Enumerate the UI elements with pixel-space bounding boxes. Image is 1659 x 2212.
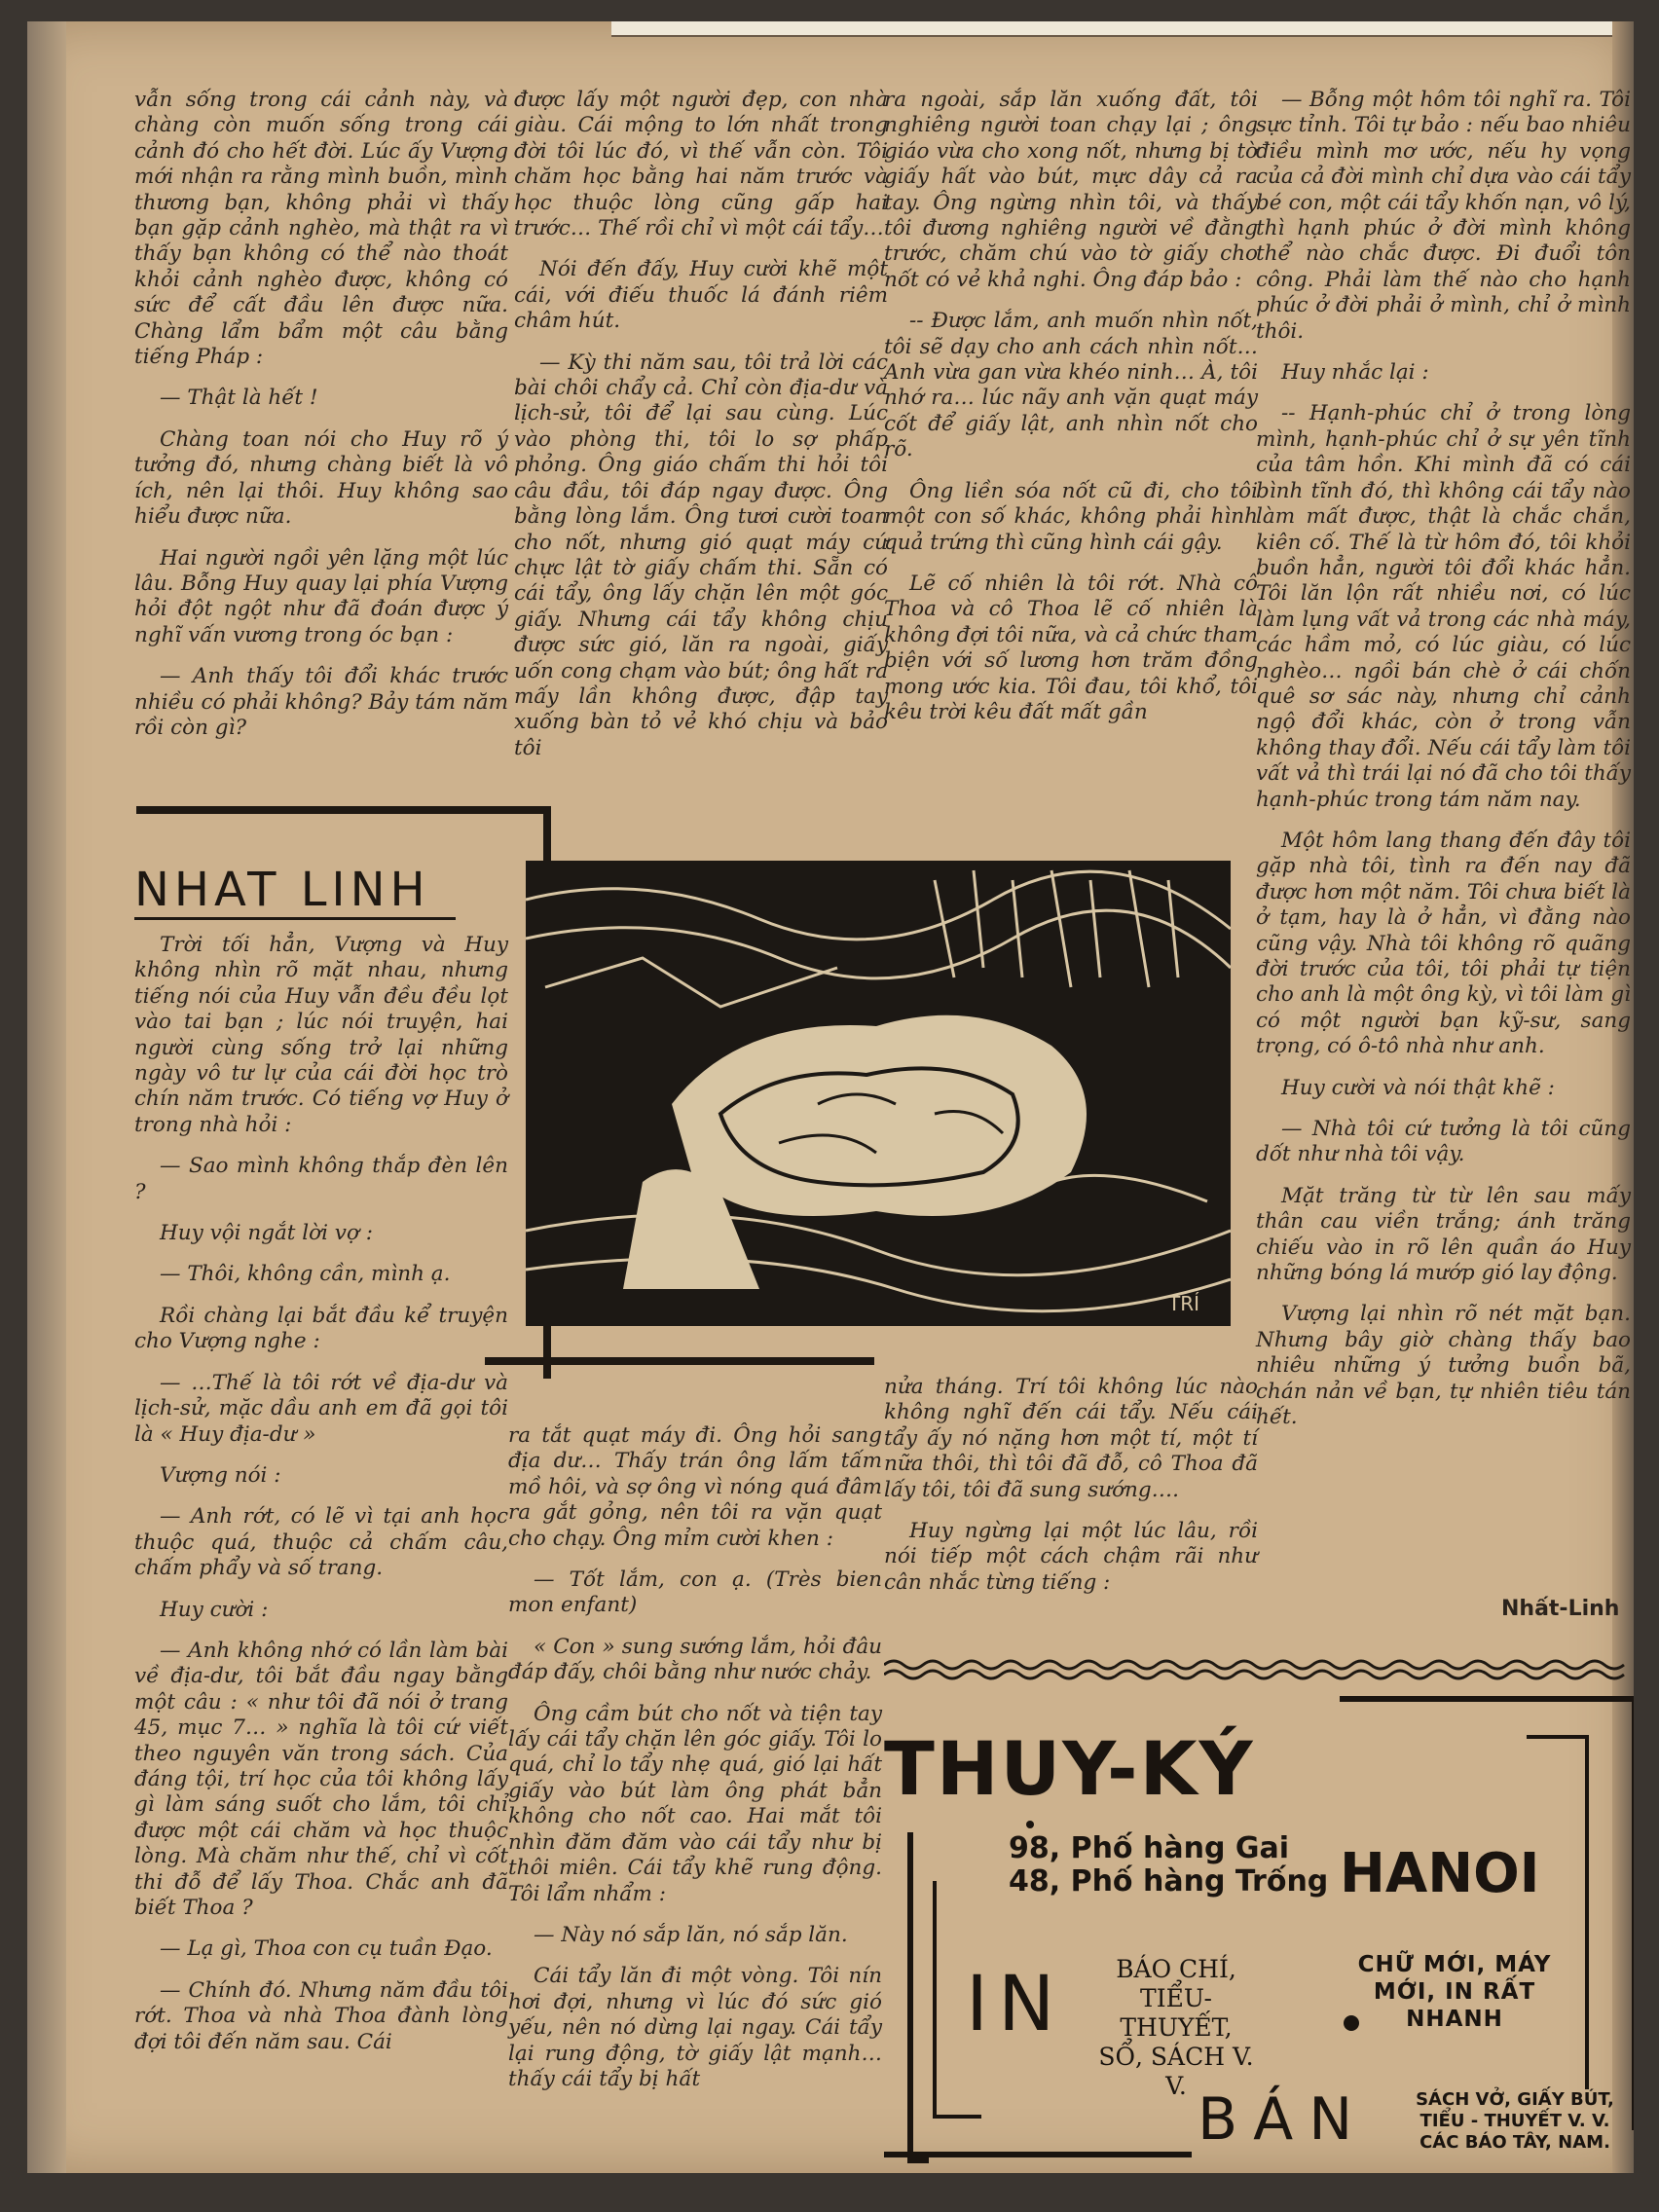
paragraph: ra tắt quạt máy đi. Ông hỏi sang địa dư… Thấy trán ông lấm tấm mồ hôi, và sợ ông vì nóng quá đâm ra gắt gỏng, nên tôi ra vặn quạt cho chạy. Ông mỉm cười khen : (508, 1423, 882, 1551)
ad-frame-bottom (884, 2152, 1192, 2157)
paragraph: — Sao mình không thắp đèn lên ? (134, 1154, 508, 1204)
paragraph: — Tốt lắm, con ạ. (Très bien mon enfant) (508, 1567, 882, 1618)
ad-claim-line: CHỮ MỚI, MÁY (1357, 1952, 1552, 1977)
ad-frame-inner-right (1527, 1735, 1589, 2089)
ad-sell-word: BÁN (1198, 2085, 1369, 2154)
column-2-top (514, 88, 888, 777)
paragraph: — Chính đó. Nhưng năm đầu tôi rớt. Thoa và nhà Thoa đành lòng đợi tôi đến năm sau. Cái (134, 1977, 508, 2054)
wavy-divider (884, 1653, 1634, 1682)
paragraph: — Kỳ thi năm sau, tôi trả lời các bài chôi chẩy cả. Chỉ còn địa-dư và lịch-sử, tôi để lại sau cùng. Lúc vào phòng thi, tôi lo sợ phấp phỏng. Ông giáo chấm thi hỏi tôi câu đầu, tôi đáp ngay được. Ông bằng lòng lắm. Ông tươi cười toan cho nốt, nhưng gió quạt máy cứ chực lật tờ giấy chấm thi. Sẵn có cái tẩy, ông lấy chặn lên một góc giấy. Nhưng cái tẩy không chịu được sức gió, lăn ra ngoài, giấy uốn cong chạm vào bút; ông hất ra mấy lần không được, đập tay xuống bàn tỏ vẻ khó chịu và bảo tôi (514, 350, 888, 760)
paragraph: -- Hạnh-phúc chỉ ở trong lòng mình, hạnh-phúc chỉ ở sự yên tĩnh của tâm hồn. Khi mình đã có cái bình tĩnh đó, thì không cái tẩy nào làm mất được, thật là chắc chắn, kiên cố. Thế là từ hôm đó, tôi khỏi buồn hẳn, người tôi đổi khác hẳn. Tôi lăn lộn rất nhiều nơi, có lúc làm lụng vất vả trong các nhà máy, các hầm mỏ, có lúc giàu, có lúc nghèo… ngồi bán chè ở cái chốn quê sơ sác này, nhưng chỉ cảnh ngộ đổi khác, còn ở trong vẫn không thay đổi. Nếu cái tẩy làm tôi vất vả thì trái lại nó đã cho tôi thấy hạnh-phúc trong tám năm nay. (1256, 401, 1631, 812)
ad-frame-left (907, 1832, 929, 2163)
paragraph: Ông cầm bút cho nốt và tiện tay lấy cái tẩy chặn lên góc giấy. Tôi lo quá, chỉ lo tẩy nhẹ quá, gió lại hất giấy vào bút làm ông phát bẳn không cho nốt cao. Hai mắt tôi nhìn đăm đăm vào cái tẩy như bị thôi miên. Cái tẩy khẽ rung động. Tôi lẩm nhẩm : (508, 1701, 882, 1906)
ad-address-line: 98, Phố hàng Gai (1009, 1831, 1290, 1865)
paragraph: — Anh không nhớ có lần làm bài về địa-dư, tôi bắt đầu ngay bằng một câu : « như tôi đã nói ở trang 45, mục 7… » nghĩa là tôi cứ viết theo nguyên văn trong sách. Của đáng tội, trí học của tôi không lấy gì làm sáng suốt cho lắm, tôi chỉ được một cái chăm và học thuộc lòng. Mà chăm như thế, chỉ vì cốt thi đỗ để lấy Thoa. Chắc anh đã biết Thoa ? (134, 1638, 508, 1920)
paragraph: — Thật là hết ! (160, 386, 318, 411)
paragraph: — Này nó sắp lăn, nó sắp lăn. (534, 1922, 848, 1947)
ad-print-item: TIỂU-THUYẾT, (1120, 1984, 1233, 2042)
ad-print-item: SỔ, SÁCH V. V. (1098, 2043, 1254, 2100)
paragraph: Nói đến đấy, Huy cười khẽ một cái, với điếu thuốc lá đánh riêm châm hút. (514, 257, 888, 334)
ad-address-line: 48, Phố hàng Trống (1009, 1864, 1329, 1899)
paragraph: Cái tẩy lăn đi một vòng. Tôi nín hơi đợi, nhưng vì lúc đó sức gió yếu, nên nó dừng lại ngay. Cái tẩy lại rung động, tờ giấy lật mạnh… thấy cái tẩy bị hất (508, 1964, 882, 2091)
paragraph: « Con » sung sướng lắm, hỏi đâu đáp đấy, chôi bằng như nước chảy. (508, 1634, 882, 1685)
ad-address (1009, 1832, 1328, 1899)
woodcut-illustration (526, 861, 1231, 1326)
paragraph: Ông liền sóa nốt cũ đi, cho tôi một con số khác, không phải hình quả trứng thì cũng hình cái gậy. (884, 478, 1258, 555)
paragraph: — …Thế là tôi rớt về địa-dư và lịch-sử, mặc dầu anh em đã gọi tôi là « Huy địa-dư » (134, 1370, 508, 1447)
newspaper-page (27, 21, 1634, 2173)
column-1-bottom (134, 933, 508, 2071)
paragraph: Chàng toan nói cho Huy rõ ý tưởng đó, nhưng chàng biết là vô ích, nên lại thôi. Huy không sao hiểu được nữa. (134, 426, 508, 530)
paragraph: Huy vội ngắt lời vợ : (160, 1221, 373, 1246)
ad-print-item: BÁO CHÍ, (1116, 1955, 1236, 1983)
paragraph: vẫn sống trong cái cảnh này, và chàng còn muốn sống trong cái cảnh đó cho hết đời. Lúc ấy Vượng mới nhận ra rằng mình buồn, mình thương bạn, không phải vì thấy bạn gặp cảnh nghèo, mà thật ra vì thấy bạn không có thể nào thoát khỏi cảnh nghèo được, không có sức để cất đầu lên được nữa. Chàng lẩm bẩm một câu bằng tiếng Pháp : (134, 88, 508, 370)
author-signature: Nhất-Linh (1501, 1597, 1620, 1621)
paragraph: Huy nhắc lại : (1281, 360, 1429, 386)
paragraph: Vượng lại nhìn rõ nét mặt bạn. Nhưng bây giờ chàng thấy bao nhiêu những ý tưởng buồn bã, chán nản về bạn, tự nhiên tiêu tán hết. (1256, 1302, 1631, 1430)
ad-sell-item: SÁCH VỞ, GIẤY BÚT, (1416, 2089, 1614, 2110)
paragraph: Vượng nói : (160, 1462, 281, 1488)
binding-edge (27, 21, 66, 2173)
paragraph: Huy cười : (160, 1597, 269, 1622)
ad-print-word: IN (966, 1961, 1065, 2048)
column-4 (1256, 88, 1631, 1447)
advertisement (884, 1696, 1634, 2173)
paragraph: Hai người ngồi yên lặng một lúc lâu. Bỗng Huy quay lại phía Vượng hỏi đột ngột như đã đoán được ý nghĩ vấn vương trong óc bạn : (134, 545, 508, 647)
ad-print-claim (1342, 1951, 1567, 2033)
title-underline (134, 917, 456, 920)
ad-title: THUY-KÝ (884, 1725, 1255, 1812)
ad-claim-line: MỚI, IN RẤT (1373, 1979, 1536, 2005)
paragraph: Huy cười và nói thật khẽ : (1281, 1075, 1555, 1100)
paragraph: Rồi chàng lại bắt đầu kể truyện cho Vượng nghe : (134, 1303, 508, 1354)
paragraph: — Lạ gì, Thoa con cụ tuần Đạo. (160, 1936, 493, 1962)
bullet-icon (1344, 2015, 1359, 2031)
column-2-bottom (508, 1423, 882, 2108)
column-3-bottom (884, 1375, 1258, 1611)
paragraph: Một hôm lang thang đến đây tôi gặp nhà tôi, tình ra đến nay đã được hơn một năm. Tôi chưa biết là ở tạm, hay là ở hẳn, vì đằng nào cũng vậy. Nhà tôi không rõ quãng đời trước của tôi, tôi phải tự tiện cho anh là một ông kỳ, vì tôi làm gì có một người bạn kỹ-sư, sang trọng, có ô-tô nhà như anh. (1256, 828, 1631, 1059)
paragraph: được lấy một người đẹp, con nhà giàu. Cái mộng to lớn nhất trong đời tôi lúc đó, vì thế vẫn còn. Tôi chăm học bằng hai năm trước và học thuộc lòng cũng gấp hai trước… Thế rồi chỉ vì một cái tẩy… (514, 88, 888, 241)
ad-sell-items (1404, 2089, 1626, 2154)
ad-claim-line: NHANH (1406, 2007, 1503, 2032)
illustration-art (526, 861, 1231, 1326)
paragraph: Lẽ cố nhiên là tôi rớt. Nhà cô Thoa và cô Thoa lẽ cố nhiên là không đợi tôi nữa, và cả chức tham biện với số lương hơn trăm đồng mong ước kia. Tôi đau, tôi khổ, tôi kêu trời kêu đất mất gần (884, 571, 1258, 724)
ad-city: HANOI (1340, 1842, 1540, 1905)
column-1-top (134, 88, 508, 756)
paragraph: Mặt trăng từ từ lên sau mấy thân cau viền trắng; ánh trăng chiếu vào in rõ lên quần áo Huy những bóng lá mướp gió lay động. (1256, 1183, 1631, 1286)
paragraph: Trời tối hẳn, Vượng và Huy không nhìn rõ mặt nhau, nhưng tiếng nói của Huy vẫn đều đều lọt vào tai bạn ; lúc nói truyện, hai người cùng sống trở lại những ngày vô tư lự của cái đời học trò chín năm trước. Có tiếng vợ Huy ở trong nhà hỏi : (134, 933, 508, 1137)
paragraph: — Anh rớt, có lẽ vì tại anh học thuộc quá, thuộc cả chấm câu, chấm phẩy và số trang. (134, 1504, 508, 1581)
paragraph: Huy ngừng lại một lúc lâu, rồi nói tiếp một cách chậm rãi như cân nhắc từng tiếng : (884, 1519, 1258, 1595)
paragraph: — Bỗng một hôm tôi nghĩ ra. Tôi sực tỉnh. Tôi tự bảo : nếu bao nhiêu điều mình mơ ước, nếu hy vọng của cả đời mình chỉ dựa vào cái tẩy bé con, một cái tẩy khốn nạn, vô lý, thì hạnh phúc ở đời mình không thể nào chắc được. Đi đuổi tôn công. Phải làm thế nào cho hạnh phúc ở đời phải ở mình, chỉ ở mình thôi. (1256, 88, 1631, 344)
ad-frame-right (1340, 1696, 1634, 2130)
paragraph: — Thôi, không cần, mình ạ. (160, 1262, 451, 1287)
top-paper-strip (611, 21, 1634, 37)
paragraph: — Nhà tôi cứ tưởng là tôi cũng dốt như nhà tôi vậy. (1256, 1117, 1631, 1167)
paragraph: ra ngoài, sắp lăn xuống đất, tôi nghiêng người toan chạy lại ; ông giáo vừa cho xong nốt, nhưng bị tờ giấy hất vào bút, mực dây cả ra tay. Ông ngừng nhìn tôi, và thấy tôi đương nghiêng người về đằng trước, chăm chú vào tờ giấy cho nốt có vẻ khả nghi. Ông đáp bảo : (884, 88, 1258, 292)
author-title: NHAT LINH (134, 863, 430, 917)
paragraph: -- Được lắm, anh muốn nhìn nốt, tôi sẽ dạy cho anh cách nhìn nốt… Anh vừa gan vừa khéo ninh… À, tôi nhớ ra… lúc nãy anh vặn quạt máy cốt để giấy lật, anh nhìn nốt cho rõ. (884, 309, 1258, 462)
paragraph: — Anh thấy tôi đổi khác trước nhiều có phải không? Bảy tám năm rồi còn gì? (134, 664, 508, 740)
bullet-icon (1026, 1821, 1034, 1828)
artist-signature: TRÍ (1168, 1292, 1200, 1315)
column-3-top (884, 88, 1258, 741)
ad-print-items (1088, 1955, 1264, 2101)
author-frame-bottom (485, 1357, 874, 1365)
ad-sell-item: CÁC BÁO TÂY, NAM. (1419, 2132, 1610, 2153)
ad-sell-item: TIỂU - THUYẾT V. V. (1419, 2111, 1610, 2131)
paragraph: nửa tháng. Trí tôi không lúc nào không nghĩ đến cái tẩy. Nếu cái tẩy ấy nó nặng hơn một tí, một tí nữa thôi, thì tôi đã đỗ, cô Thoa đã lấy tôi, tôi đã sung sướng…. (884, 1375, 1258, 1502)
